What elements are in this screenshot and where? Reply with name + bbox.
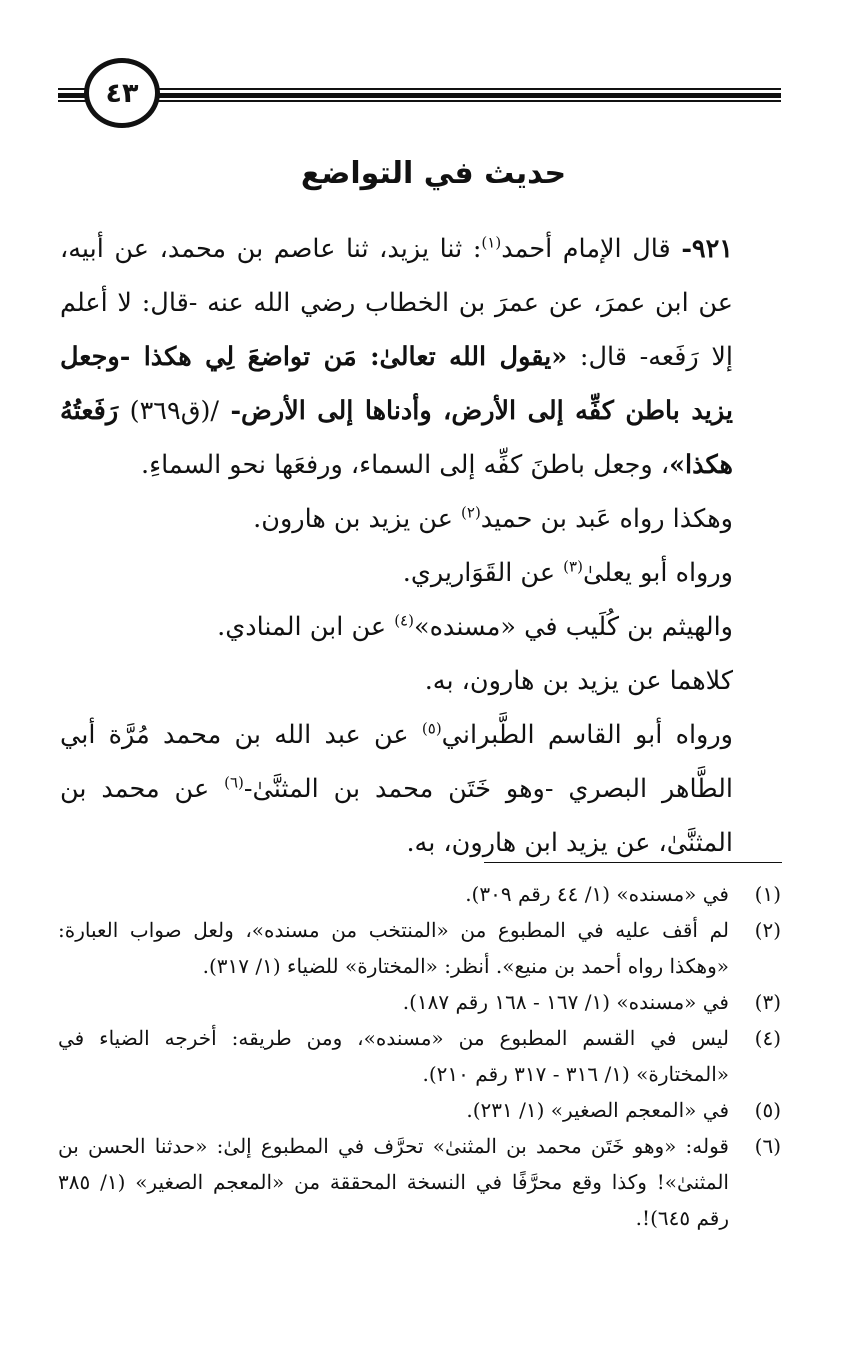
- page-number: ٤٣: [105, 77, 139, 109]
- narration-4-tail: عن ابن المنادي.: [217, 612, 395, 642]
- folio-marker: /(ق٣٦٩): [129, 396, 220, 426]
- narration-paragraph-4: [60, 600, 781, 654]
- narration-paragraph-2: [60, 492, 781, 546]
- narration-6-middle: عن عبد الله بن محمد مُرَّة أبي الطَّاهر البصري -وهو خَتَن محمد بن المثنَّىٰ-: [60, 720, 734, 804]
- footnotes: [58, 876, 781, 1236]
- footnote-mark: (٤): [754, 1026, 781, 1050]
- main-text: [60, 222, 781, 870]
- page-title: حديث في التواضع: [300, 156, 567, 191]
- footnote-ref-4: (٤): [394, 611, 414, 630]
- isnad-text: : ثنا يزيد، ثنا عاصم بن محمد، عن أبيه، عن ابن عمرَ، عن عمرَ بن الخطاب رضي الله عنه -قال: لا أعلم إلا رَفَعه- قال:: [60, 234, 733, 372]
- narration-3-tail: عن القَوَاريري.: [402, 558, 564, 588]
- narration-2-tail: عن يزيد بن هارون.: [253, 504, 462, 534]
- header-rule: [58, 88, 781, 102]
- hadith-closing: ، وجعل باطنَ كفِّه إلى السماء، ورفعَها نحو السماءِ.: [140, 450, 670, 480]
- header-rule-line-bottom: [58, 100, 781, 102]
- footnote-ref-1: (١): [481, 233, 502, 252]
- footnote-mark: (١): [754, 882, 781, 906]
- footnote-separator: [484, 862, 782, 863]
- footnote-text: ليس في القسم المطبوع من «مسنده»، ومن طريقه: أخرجه الضياء في «المختارة» (١/ ٣١٦ - ٣١٧ رقم ٢١٠).: [58, 1026, 729, 1086]
- footnote-mark: (٢): [754, 918, 781, 942]
- footnote-text: في «المعجم الصغير» (١/ ٢٣١).: [466, 1098, 729, 1122]
- footnote-ref-2: (٢): [461, 503, 481, 522]
- footnote-item: [58, 912, 781, 984]
- footnote-mark: (٦): [754, 1134, 781, 1158]
- footnote-text: في «مسنده» (١/ ٤٤ رقم ٣٠٩).: [465, 882, 729, 906]
- footnote-ref-3: (٣): [563, 557, 583, 576]
- footnote-item: [58, 1128, 781, 1236]
- hadith-paragraph: [60, 222, 781, 492]
- footnote-item: [58, 984, 781, 1020]
- narration-3-text: ورواه أبو يعلىٰ: [582, 558, 733, 588]
- footnote-mark: (٥): [754, 1098, 781, 1122]
- footnote-ref-5: (٥): [421, 719, 442, 738]
- hadith-intro: قال الإمام أحمد: [501, 234, 682, 264]
- page-number-badge: [84, 58, 160, 128]
- footnote-text: في «مسنده» (١/ ١٦٧ - ١٦٨ رقم ١٨٧).: [402, 990, 729, 1014]
- hadith-number: ٩٢١-: [681, 234, 733, 264]
- narration-paragraph-3: [60, 546, 781, 600]
- hadith-quote-end: رَفَعتُهُ هكذا»: [60, 396, 733, 480]
- header-rule-line-thick: [58, 93, 781, 98]
- hadith-quote-start: «يقول الله تعالىٰ: مَن تواضعَ لِي هكذا -وجعل يزيد باطن كفِّه إلى الأرض، وأدناها إلى الأرض-: [60, 342, 733, 426]
- narration-6-tail: عن محمد بن المثنَّىٰ، عن يزيد ابن هارون، به.: [60, 774, 733, 858]
- footnote-mark: (٣): [754, 990, 781, 1014]
- footnote-item: [58, 1092, 781, 1128]
- narration-6-text: ورواه أبو القاسم الطَّبراني: [441, 720, 733, 750]
- narration-paragraph-5: كلاهما عن يزيد بن هارون، به.: [424, 666, 733, 696]
- footnote-item: [58, 876, 781, 912]
- narration-4-text: والهيثم بن كُلَيب في «مسنده»: [413, 612, 733, 642]
- footnote-text: لم أقف عليه في المطبوع من «المنتخب من مسنده»، ولعل صواب العبارة: «وهكذا رواه أحمد بن منيع». أنظر: «المختارة» للضياء (١/ ٣١٧).: [58, 918, 729, 978]
- footnote-item: [58, 1020, 781, 1092]
- footnote-ref-6: (٦): [224, 773, 244, 792]
- header-rule-line-top: [58, 88, 781, 90]
- narration-paragraph-6: [60, 708, 781, 870]
- narration-2-text: وهكذا رواه عَبد بن حميد: [480, 504, 733, 534]
- footnote-text: قوله: «وهو خَتَن محمد بن المثنىٰ» تحرَّف في المطبوع إلىٰ: «حدثنا الحسن بن المثنىٰ»! وكذا وقع محرَّفًا في النسخة المحققة من «المعجم الصغير» (١/ ٣٨٥ رقم ٦٤٥)!.: [58, 1134, 729, 1230]
